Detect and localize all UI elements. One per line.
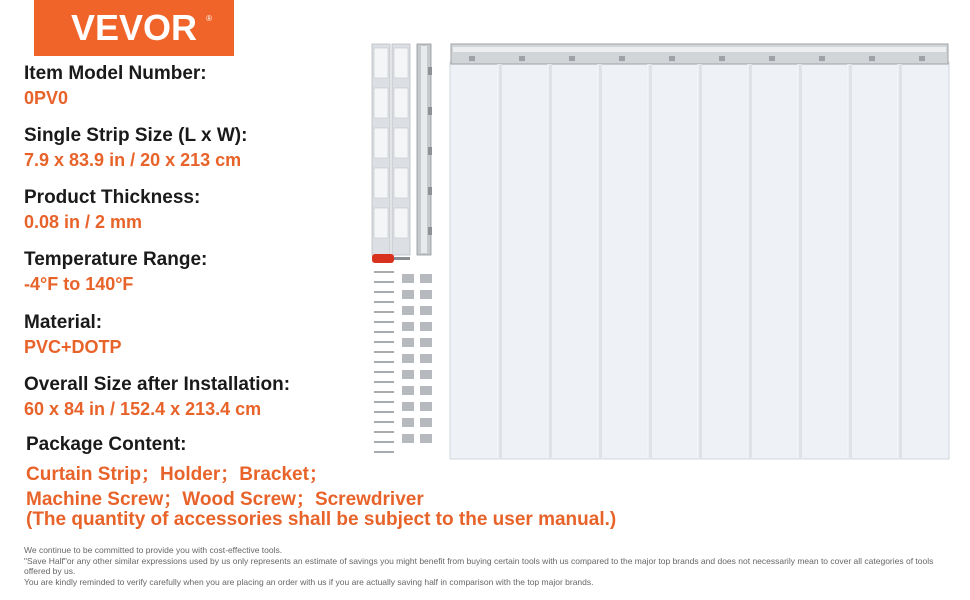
bracket-holder-illustration: [370, 42, 440, 257]
spec-value: 60 x 84 in / 152.4 x 213.4 cm: [24, 399, 262, 419]
spec-label: Material:: [24, 312, 103, 333]
package-line: Machine Screw；Wood Screw；Screwdriver: [26, 489, 424, 510]
brand-logo: [34, 0, 234, 56]
brand-name: VEVOR: [70, 7, 198, 48]
spec-material: [24, 311, 122, 359]
spec-overall-size: [24, 373, 290, 421]
disclaimer-line: You are kindly reminded to verify carefully when you are placing an order with us if you are actually saving half in comparison with the top major brands.: [24, 576, 594, 587]
spec-label: Item Model Number:: [24, 63, 207, 84]
spec-value: -4°F to 140°F: [24, 274, 134, 294]
spec-strip-size: [24, 124, 247, 172]
spec-value: 0PV0: [24, 88, 69, 108]
spec-thickness: [24, 186, 200, 234]
package-label: Package Content:: [26, 434, 187, 455]
spec-value: 0.08 in / 2 mm: [24, 212, 143, 232]
disclaimer-line: "Save Half"or any other similar expressions used by us only represents an estimate of savings you might benefit from buying certain tools with us compared to the major top brands and does not necessarily mean to cover all categories of tools offered by us.: [24, 555, 934, 576]
registered-mark: ®: [206, 14, 212, 23]
spec-label: Temperature Range:: [24, 249, 208, 270]
screws-illustration: [370, 250, 440, 462]
spec-value: PVC+DOTP: [24, 337, 122, 357]
curtain-strips-illustration: [449, 42, 950, 460]
spec-value: 7.9 x 83.9 in / 20 x 213 cm: [24, 150, 242, 170]
disclaimer: [24, 545, 959, 587]
spec-model-number: [24, 62, 207, 110]
spec-temperature: [24, 248, 207, 296]
package-line: Curtain Strip；Holder；Bracket；: [26, 464, 328, 485]
spec-label: Single Strip Size (L x W):: [24, 125, 248, 146]
package-line: (The quantity of accessories shall be subject to the user manual.): [26, 509, 617, 530]
screwdriver-handle: [372, 254, 394, 263]
spec-label: Overall Size after Installation:: [24, 374, 291, 395]
spec-label: Product Thickness:: [24, 187, 201, 208]
disclaimer-line: We continue to be committed to provide you with cost-effective tools.: [24, 545, 283, 555]
